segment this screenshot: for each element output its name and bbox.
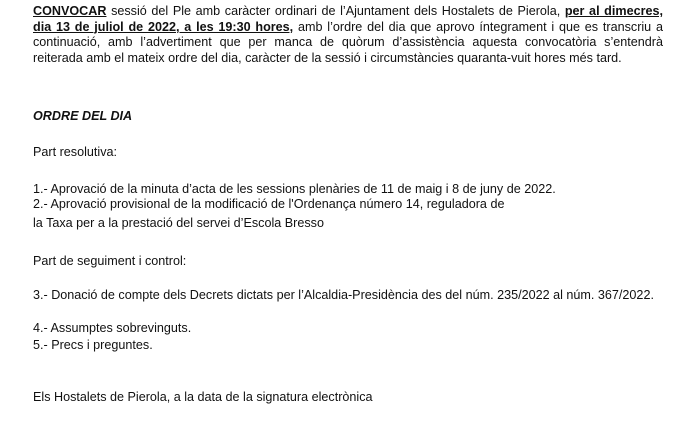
convocation-text-1: sessió del Ple amb caràcter ordinari de l’Ajuntament dels Hostalets de Pierola, (106, 4, 565, 18)
session-date-time: per al dimecres, dia 13 de juliol de 2022, a les 19:30 hores, (33, 4, 663, 34)
agenda-item-4: 4.- Assumptes sobrevinguts. (33, 321, 192, 335)
agenda-item-5: 5.- Precs i preguntes. (33, 338, 153, 352)
agenda-item-1: 1.- Aprovació de la minuta d’acta de les sessions plenàries de 11 de maig i 8 de juny de 2022. (33, 182, 556, 196)
closing-signature-line: Els Hostalets de Pierola, a la data de la signatura electrònica (33, 390, 373, 404)
agenda-item-2-line-1: 2.- Aprovació provisional de la modificació de l'Ordenança número 14, reguladora de (33, 197, 505, 211)
document-page (33, 4, 663, 404)
agenda-title: ORDRE DEL DIA (33, 109, 133, 123)
convocar-keyword: CONVOCAR (33, 4, 107, 18)
agenda-item-2-line-2: la Taxa per a la prestació del servei d’Escola Bresso (33, 216, 324, 230)
convocation-text-2: amb l’ordre del dia que aprovo íntegrament i que es transcriu a continuació, amb l’advertiment que per manca de quòrum d’assistència aquesta convocatòria s’entendrà reiterada amb el mateix ordre del dia, caràcter de la sessió i circumstàncies quaranta-vuit hores més tard. (33, 19, 663, 65)
agenda-item-3: 3.- Donació de compte dels Decrets dictats per l’Alcaldia-Presidència des del núm. 235/2022 al núm. 367/2022. (33, 288, 654, 302)
convocation-paragraph (33, 4, 663, 66)
part-seguiment-label: Part de seguiment i control: (33, 254, 187, 268)
part-resolutiva-label: Part resolutiva: (33, 145, 117, 159)
